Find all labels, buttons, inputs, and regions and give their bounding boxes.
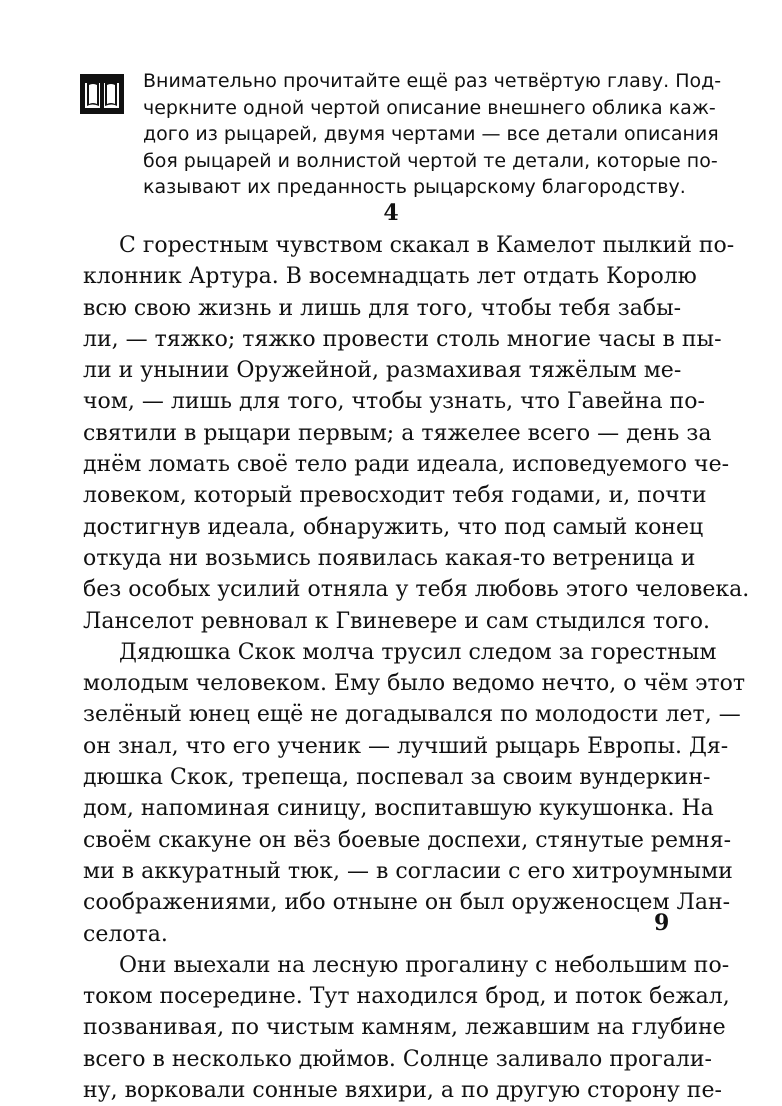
text-line: Дядюшка Скок молча трусил следом за горестным (119, 639, 717, 665)
text-line: достигнув идеала, обнаружить, что под самый конец (83, 514, 704, 540)
text-line: откуда ни возьмись появилась какая-то ветреница и (83, 545, 696, 571)
text-line: днём ломать своё тело ради идеала, исповедуемого че- (83, 452, 730, 478)
text-line: ли, — тяжко; тяжко провести столь многие часы в пы- (83, 326, 722, 352)
task-line: дого из рыцарей, двумя чертами — все детали описания (143, 123, 719, 145)
task-line: черкните одной чертой описание внешнего облика каж- (143, 96, 716, 119)
text-line: ли и унынии Оружейной, размахивая тяжёлым ме- (83, 358, 682, 384)
page-number: 9 (654, 910, 670, 936)
text-line: всю свою жизнь и лишь для того, чтобы тебя забы- (83, 295, 682, 321)
text-line: Они выехали на лесную прогалину с небольшим по- (119, 952, 730, 978)
text-line: своём скакуне он вёз боевые доспехи, стянутые ремня- (83, 827, 732, 853)
text-line: соображениями, ибо отныне он был оруженосцем Лан- (83, 890, 731, 916)
text-line: клонник Артура. В восемнадцать лет отдать Королю (83, 264, 697, 290)
text-line: чом, — лишь для того, чтобы узнать, что Гавейна по- (83, 389, 705, 415)
text-line: зелёный юнец ещё не догадывался по молодости лет, — (83, 702, 741, 728)
task-block (80, 68, 722, 201)
text-line: без особых усилий отняла у тебя любовь этого человека. (83, 577, 750, 603)
text-line: дом, напоминая синицу, воспитавшую кукушонка. На (83, 796, 714, 822)
task-line: боя рыцарей и волнистой чертой те детали, которые по- (143, 149, 718, 172)
open-book-icon (80, 74, 124, 114)
text-line: он знал, что его ученик — лучший рыцарь Европы. Дя- (83, 733, 729, 759)
text-line: током посередине. Тут находился брод, и поток бежал, (83, 984, 730, 1010)
text-line: селота. (83, 921, 168, 947)
text-line: ми в аккуратный тюк, — в согласии с его хитроумными (83, 858, 733, 884)
task-line: Внимательно прочитайте ещё раз четвёртую главу. Под- (143, 70, 722, 92)
text-line: Ланселот ревновал к Гвиневере и сам стыдился того. (83, 608, 711, 634)
chapter-text (83, 230, 750, 1106)
text-line: позванивая, по чистым камням, лежавшим на глубине (83, 1015, 726, 1041)
task-line: казывают их преданность рыцарскому благородству. (143, 176, 686, 198)
chapter-number: 4 (383, 200, 399, 226)
text-line: С горестным чувством скакал в Камелот пылкий по- (119, 233, 735, 258)
text-line: святили в рыцари первым; а тяжелее всего — день за (83, 420, 712, 446)
text-line: ну, ворковали сонные вяхири, а по другую сторону пе- (83, 1078, 722, 1104)
task-text (143, 68, 722, 201)
text-line: дюшка Скок, трепеща, поспевал за своим вундеркин- (83, 765, 711, 791)
text-line: молодым человеком. Ему было ведомо нечто, о чём этот (83, 671, 746, 697)
text-line: ловеком, который превосходит тебя годами, и, почти (83, 483, 707, 509)
text-line: всего в несколько дюймов. Солнце заливало прогали- (83, 1046, 712, 1072)
